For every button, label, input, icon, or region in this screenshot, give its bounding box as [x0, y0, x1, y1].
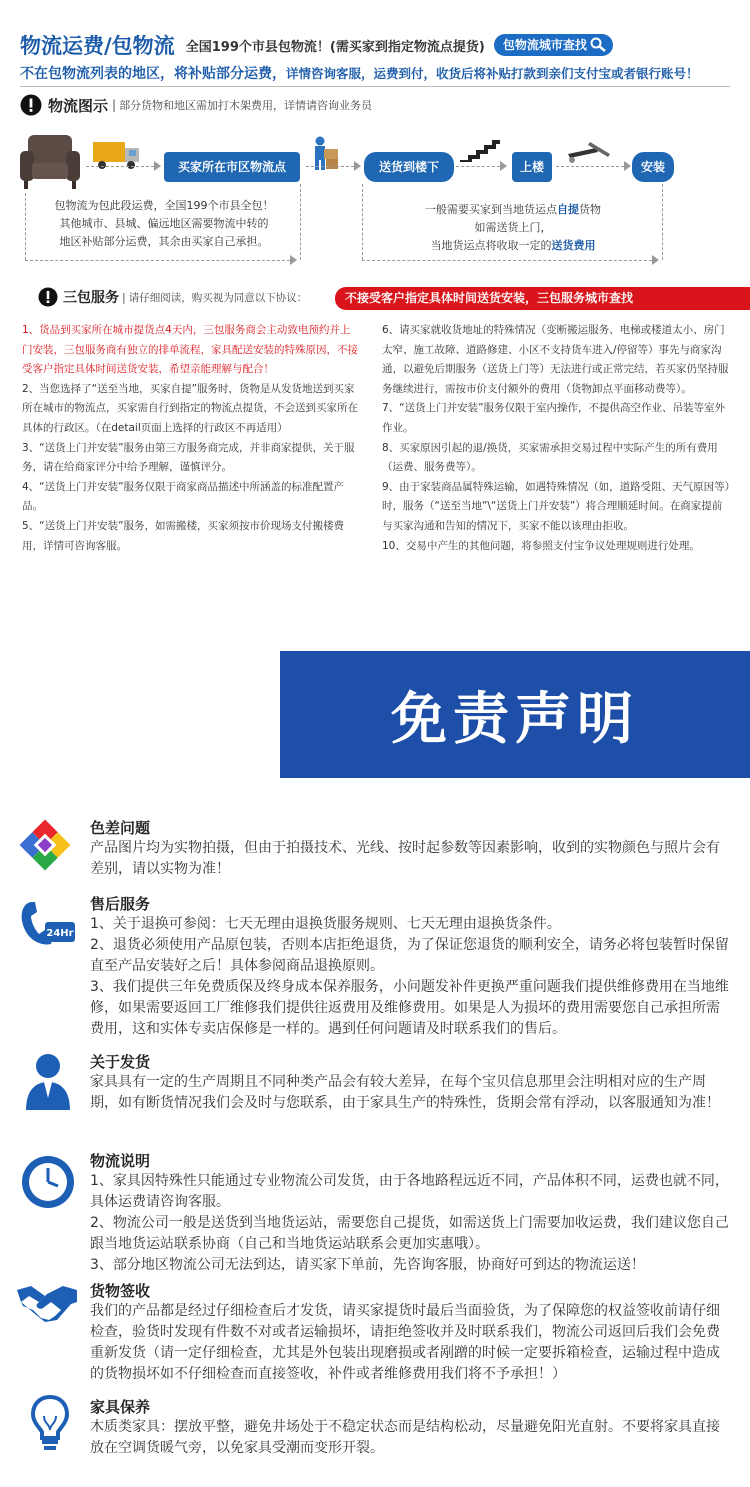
city-search-label: 包物流城市查找 — [502, 38, 587, 52]
service-term: 2、当您选择了“送至当地，买家自提”服务时，货物是从发货地送到买家所在城市的物流点，买家需自行到指定的物流点提货，不会送到买家所在具体的行政区。（在detail页面上选择的行政区不再适用） — [22, 382, 358, 434]
divider — [20, 86, 730, 87]
search-icon — [590, 37, 607, 53]
service-city-search-button[interactable] — [335, 287, 750, 310]
section-title: 货物签收 — [90, 1282, 151, 1300]
service-term: 8、买家原因引起的退/换货，买家需承担交易过程中实际产生的所有费用（运费、服务费等）。 — [382, 441, 718, 474]
section-title: 家具保养 — [90, 1398, 151, 1416]
exclamation-icon — [20, 94, 42, 116]
arrow-right-icon — [290, 255, 297, 265]
section-furniture-care: 家具保养 木质类家具：摆放平整，避免井场处于不稳定状态而是结构松动，尽量避免阳光直射。不要将家具直接放在空调货暖气旁，以免家具受潮而变形开裂。 — [90, 1396, 730, 1459]
service-title: 三包服务 — [63, 290, 119, 306]
service-term: 6、请买家就收货地址的特殊情况（变断搬运服务、电梯或楼道太小、房门太窄、施工故障、道路修建、小区不支持货车进入/停留等）事先与商家沟通，以避免后期服务（送货上门等）无法进行或正常完结，若买家仍坚持服务继续进行，需按市价支付额外的费用（货物卸点平面移动费等）。 — [382, 324, 729, 395]
logistics-header: 物流图示 | 部分货物和地区需加打木架费用，详情请咨询业务员 — [20, 94, 372, 116]
customer-service-24hr-icon — [17, 898, 75, 950]
section-shipping: 关于发货 家具具有一定的生产周期且不同种类产品会有较大差异，在每个宝贝信息那里会注明相对应的生产周期，如有断货情况我们会及时与您联系，由于家具生产的特殊性，货期会常有浮动，以客服通知为准！ — [90, 1051, 730, 1114]
section-color-difference: 色差问题 产品图片均为实物拍摄，但由于拍摄技术、光线、按时起参数等因素影响，收到的实物颜色与照片会有差别，请以实物为准！ — [90, 817, 730, 880]
service-header: 三包服务 | 请仔细阅读，购买视为同意以下协议： — [38, 287, 307, 307]
service-term: 10、交易中产生的其他问题，将参照支付宝争议处理规则进行处理。 — [382, 539, 700, 552]
arrow-right-icon — [500, 161, 507, 171]
lightbulb-icon — [30, 1394, 70, 1452]
sofa-icon — [20, 133, 80, 191]
header-subtitle: 全国199个市县包物流！(需买家到指定物流点提货) — [185, 39, 485, 55]
subsidy-detail: 详情咨询客服，运费到付，收货后将补贴打款到亲们支付宝或者银行账号！ — [286, 66, 699, 81]
service-terms-right — [382, 321, 730, 556]
stairs-icon — [460, 140, 500, 162]
disclaimer-title: 免责声明 — [391, 685, 639, 752]
service-term: 9、由于家装商品属特殊运输，如遇特殊情况（如，道路受阻、天气原因等）时，服务（“送至当地”\“送货上门并安装”）将合理顺延时间。在商家提前与买家沟通和告知的情况下，买家不能以该理由拒收。 — [382, 480, 730, 532]
section-goods-receipt: 货物签收 我们的产品都是经过仔细检查后才发货，请买家提货时最后当面验货，为了保障您的权益签收前请仔细检查，验货时发现有件数不对或者运输损坏，请拒绝签收并及时联系我们，物流公司返回后我们会免费重新发货（请一定仔细检查，尤其是外包装出现磨损或者剐蹭的时候一定要拆箱检查，运输过程中造成的货物损坏如不仔细检查而直接签收，补件或者维修费用我们将不予承担！） — [90, 1280, 730, 1385]
service-terms-left — [22, 321, 360, 556]
logistics-note: 部分货物和地区需加打木架费用，详情请咨询业务员 — [119, 99, 373, 112]
section-after-sales: 售后服务 1、关于退换可参阅：七天无理由退换货服务规则、七天无理由退换货条件。 2、退货必须使用产品原包装，否则本店拒绝退货，为了保证您退货的顺利安全，请务必将包装暂时保留直至产品安装好之后！具体参阅商品退换原则。 3、我们提供三年免费质保及终身成本保养服务，小问题发补件更换严重问题我们提供维修费用在当地维修，如果需要返回工厂维修我们提供往返费用及维修费用。如果是人为损坏的费用需要您自己承担所需费用，这和实体专卖店保修是一样的。遇到任何问题请及时联系我们的售后。 — [90, 895, 729, 1037]
section-title: 关于发货 — [90, 1053, 151, 1071]
service-city-search-label: 不接受客户指定具体时间送货安装，三包服务城市查找 — [345, 291, 634, 305]
package-logistics-note: 包物流为包此段运费，全国199个市县全包！ 其他城市、县城、偏远地区需要物流中转的 地区补贴部分运费，其余由买家自己承担。 — [54, 199, 274, 248]
section-title: 色差问题 — [90, 819, 151, 837]
subsidy-line — [20, 63, 699, 83]
handshake-icon — [15, 1280, 79, 1324]
header — [20, 30, 613, 60]
subsidy-notice: 不在包物流列表的地区，将补贴部分运费， — [20, 66, 286, 82]
exclamation-icon — [38, 287, 58, 307]
city-search-button[interactable] — [494, 34, 613, 56]
arrow-right-icon — [354, 161, 361, 171]
step-install: 安装 — [632, 152, 674, 182]
arrow-right-icon — [652, 255, 659, 265]
arrow-right-icon — [624, 161, 631, 171]
self-pickup-note: 一般需要买家到当地货运点自提货物 如需送货上门， 当地货运点将收取一定的送货费用 — [425, 203, 601, 252]
tools-icon — [566, 140, 612, 166]
service-term: 7、“送货上门并安装”服务仅限于室内操作，不提供高空作业、吊装等室外作业。 — [382, 402, 726, 434]
arrow-right-icon — [154, 161, 161, 171]
person-icon — [22, 1052, 74, 1112]
service-term: 5、“送货上门并安装”服务，如需搬楼，买家须按市价现场支付搬楼费用，详情可咨询客服。 — [22, 519, 345, 552]
page-title: 物流运费/包物流 — [20, 34, 175, 58]
section-title: 物流说明 — [90, 1152, 151, 1170]
service-term: 1、货品到买家所在城市提货点4天内，三包服务商会主动致电预约并上门安装，三包服务商有独立的排单流程，家具配送安装的特殊原因，不接受客户指定具体时间送货安装，希望亲能理解与配合！ — [22, 324, 358, 376]
step-deliver-downstairs: 送货到楼下 — [364, 152, 454, 182]
24hr-label: 24Hr — [46, 928, 74, 939]
section-title: 售后服务 — [90, 895, 151, 913]
disclaimer-banner — [280, 651, 750, 778]
step-local-depot: 买家所在市区物流点 — [164, 152, 300, 182]
color-palette-icon — [18, 818, 72, 872]
clock-icon — [20, 1154, 76, 1210]
logistics-title: 物流图示 — [48, 96, 109, 115]
service-term: 3、“送货上门并安装”服务由第三方服务商完成，并非商家提供，关于服务，请在给商家评分中给予理解，谨慎评分。 — [22, 441, 355, 474]
step-upstairs: 上楼 — [512, 152, 552, 182]
service-term: 4、“送货上门并安装”服务仅限于商家商品描述中所涵盖的标准配置产品。 — [22, 480, 345, 513]
service-note: 请仔细阅读，购买视为同意以下协议： — [128, 291, 308, 304]
section-logistics: 物流说明 1、家具因特殊性只能通过专业物流公司发货，由于各地路程远近不同，产品体积不同，运费也就不同，具体运费请咨询客服。 2、物流公司一般是送货到当地货运站，需要您自己提货，如需送货上门需要加收运费，我们建议您自己跟当地货运站联系协商（自己和当地货运站联系会更加实惠哦）。 3、部分地区物流公司无法到达，请买家下单前，先咨询客服，协商好可到达的物流运送！ — [90, 1152, 729, 1273]
